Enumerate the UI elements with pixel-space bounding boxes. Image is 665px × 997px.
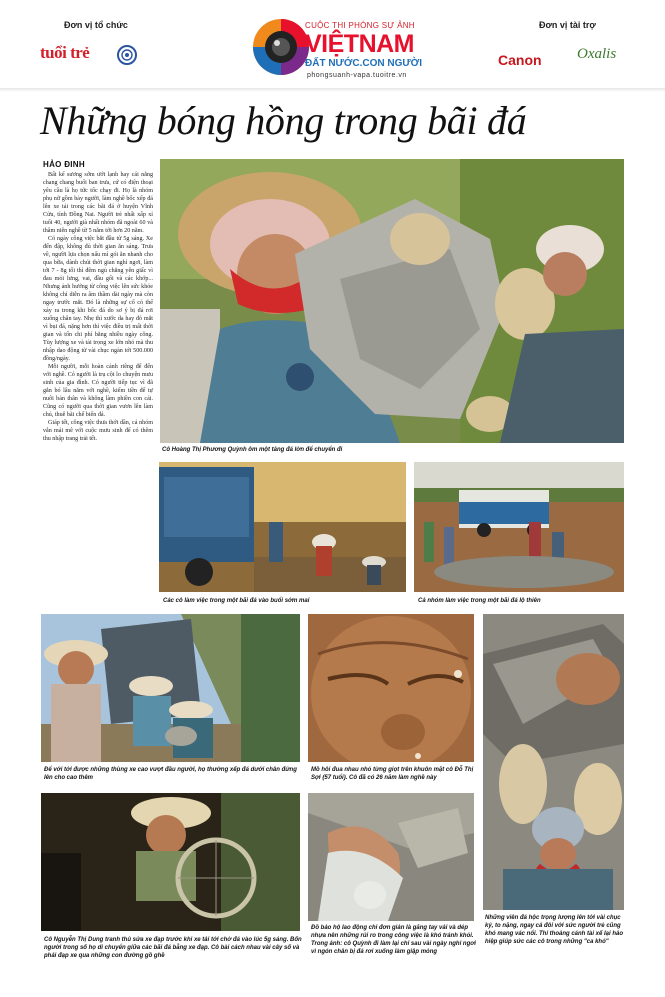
association-emblem-icon xyxy=(117,45,137,65)
article-title: Những bóng hồng trong bãi đá xyxy=(40,98,527,143)
oxalis-logo: Oxalis xyxy=(577,46,617,62)
paragraph: Mỗi người, mỗi hoàn cảnh riêng để đến với nghề. Có người là trụ cột lo chuyện mưu sinh của gia đình. Có người tiếp tục vì đã gắn bó lâu năm với nghề, kiếm tiền để tự nuôi bản thân và không làm phiền con cái. Cũng có người qua thời gian vươn lên làm chủ, thuê bãi chế biến đá. xyxy=(43,364,153,418)
bicycle-photo xyxy=(41,793,300,931)
event-line1: CUỘC THI PHÓNG SỰ ẢNH xyxy=(305,21,415,30)
event-line3: ĐẤT NƯỚC.CON NGƯỜI xyxy=(305,58,422,69)
loading-truck-caption: Để với tới được những thùng xe cao vượt đầu người, họ thường xếp đá dưới chân đứng lên cho cao thêm xyxy=(44,767,297,781)
paragraph: Có ngày công việc bắt đầu từ 5g sáng. Xe đến đập, không đủ thời gian ăn sáng. Trưa về, người lựa chọn nấu mì gói ăn nhanh cho qua bữa, dành chút thời gian nghỉ ngơi, làm tới 7 - 8g tối thì đêm ngủ chẳng yên giấc vì đau mỏi lưng, vai, đầu gối và các khớp... Nhưng ảnh hưởng từ công việc lên sức khỏe không chỉ diễn ra âm thầm dài ngày mà còn ngay trước mắt. Đó là những sự cố có thể xảy ra trong khi bốc đá do sơ ý bị đá rơi xuống chân tay. Nhẹ thì xước da hay đỏ mắt vì bụi đá, nặng hơn thì việc điều trị mất thời gian và tốn chi phí bằng nhiều ngày công. Tùy lượng xe và tải trọng xe lớn nhỏ mà thu nhập dao động từ vài chục ngàn tới 500.000 đồng/ngày. xyxy=(43,236,153,362)
truck-morning-photo xyxy=(159,462,406,592)
gloves-caption: Những viên đá hộc trọng lượng lên tới vài chục ký, to nặng, ngay cả đôi với sức người trẻ cũng khó mang vác nổi. Thỉ thoảng cánh tài xế lại hảo hiệp giúp sức các cô trong những "ca khó" xyxy=(485,915,624,945)
main-photo xyxy=(160,159,624,443)
organizer-label: Đơn vị tổ chức xyxy=(64,20,128,30)
field-caption: Cả nhóm làm việc trong một bãi đá lộ thiên xyxy=(418,598,541,604)
main-photo-caption: Cô Hoàng Thị Phương Quỳnh ôm một tảng đá lớn để chuyển đi xyxy=(162,447,343,453)
paragraph: Bất kể sương sớm ướt lạnh hay cái nắng chang chang buổi ban trưa, cứ có điện thoại yêu cầu là họ tức tốc chạy đi. Họ là nhóm phụ nữ gồm bảy người, làm nghề bốc xếp đá lên xe tải trong các bãi đá ở huyện Vĩnh Cửu, tỉnh Đồng Nai. Người trẻ nhất xấp xỉ tuổi 40, người già nhất nhóm đã ngoài 60 và thâm niên nghề từ 5 năm tới hơn 20 năm. xyxy=(43,172,153,234)
sweat-face-caption: Mồ hôi đua nhau nhỏ từng giọt trên khuôn mặt cô Đỗ Thị Sợi (57 tuổi). Cô đã có 26 năm làm nghề này xyxy=(311,767,474,781)
article-body xyxy=(43,171,153,443)
tuoitre-logo: tuổi trẻ xyxy=(40,43,90,62)
sponsor-label: Đơn vị tài trợ xyxy=(539,20,596,30)
camera-lens-logo-icon xyxy=(252,18,310,76)
event-url: phongsuanh-vapa.tuoitre.vn xyxy=(307,72,407,79)
foot-photo xyxy=(308,793,474,921)
event-line2: VIỆTNAM xyxy=(305,30,414,58)
loading-truck-photo xyxy=(41,614,300,762)
sweat-face-photo xyxy=(308,614,474,762)
masthead-divider xyxy=(0,88,665,92)
bicycle-caption: Cô Nguyễn Thị Dung tranh thủ sửa xe đạp trước khi xe tải tới chở đá vào lúc 5g sáng. Bốn người trong số họ di chuyển giữa các bãi đá bằng xe đạp. Cô bài cách nhau vài cây số và phải đạp xe qua những con đường gồ ghề xyxy=(44,937,302,959)
field-photo xyxy=(414,462,624,592)
byline: HẢO ĐINH xyxy=(43,160,85,169)
canon-logo: Canon xyxy=(498,52,542,68)
paragraph: Giáp tết, công việc thưa thớt dần, cả nhóm vẫn mải mê với cuộc mưu sinh để có thêm thu nhập trang trải tết. xyxy=(43,420,153,442)
truck-morning-caption: Các cô làm việc trong một bãi đá vào buổi sớm mai xyxy=(163,598,310,604)
gloves-photo xyxy=(483,614,624,910)
foot-caption: Đồ bảo hộ lao động chỉ đơn giản là găng tay vải và dép nhựa nên những rủi ro trong công việc là khó tránh khỏi. Trong ảnh: cô Quỳnh đi làm lại chỉ sau vài ngày nghỉ ngơi vì ngón chân bị đá rơi xuống làm giập móng xyxy=(311,925,476,955)
